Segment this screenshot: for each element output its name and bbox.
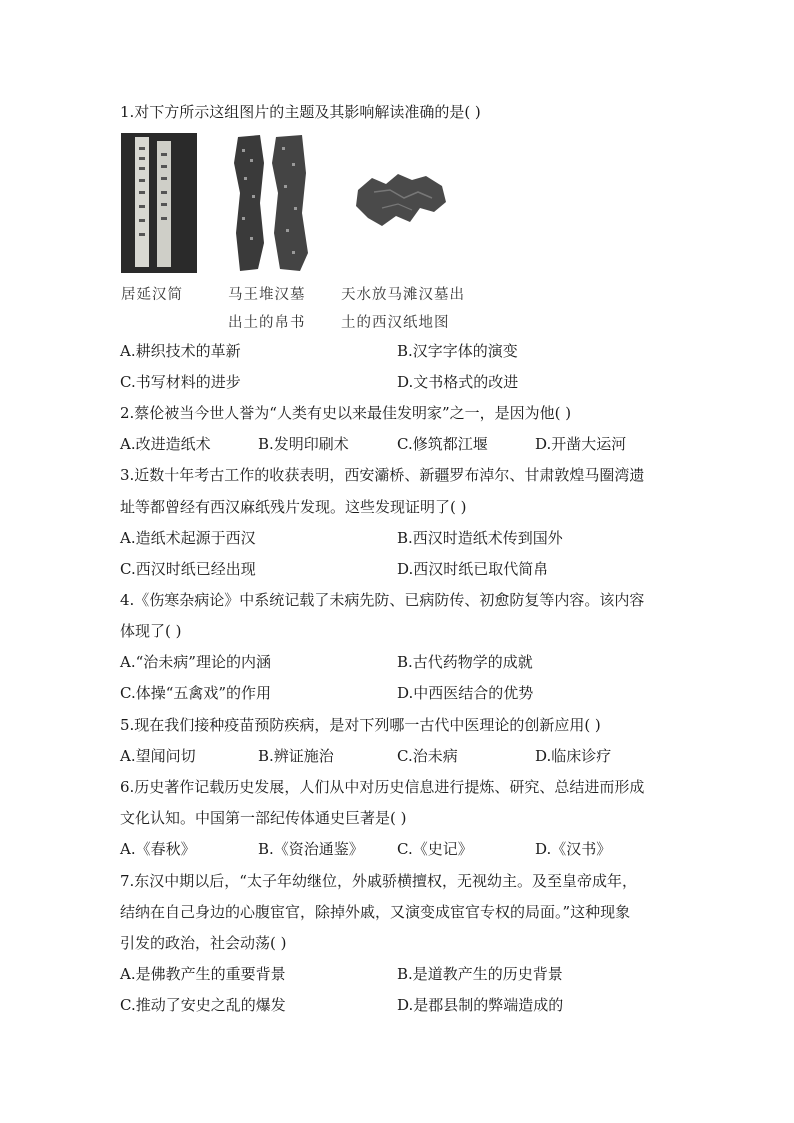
q2-option-d[interactable]: D.开凿大运河 <box>535 435 627 453</box>
q2-option-b[interactable]: B.发明印刷术 <box>258 435 349 453</box>
question-5-stem: 5.现在我们接种疫苗预防疾病，是对下列哪一古代中医理论的创新应用( ) <box>120 716 601 734</box>
q4-option-c[interactable]: C.体操“五禽戏”的作用 <box>120 684 272 702</box>
q1-option-b[interactable]: B.汉字字体的演变 <box>397 342 518 360</box>
question-4-stem-line1: 4.《伤寒杂病论》中系统记载了未病先防、已病防传、初愈防复等内容。该内容 <box>120 591 645 609</box>
question-7-stem-line3: 引发的政治，社会动荡( ) <box>120 934 287 952</box>
q3-option-c[interactable]: C.西汉时纸已经出现 <box>120 560 256 578</box>
q3-option-b[interactable]: B.西汉时造纸术传到国外 <box>397 529 563 547</box>
mawangdui-silk-manuscript-image <box>230 133 312 273</box>
q7-option-a[interactable]: A.是佛教产生的重要背景 <box>120 965 286 983</box>
q5-option-c[interactable]: C.治未病 <box>397 747 458 765</box>
question-3-stem-line2: 址等都曾经有西汉麻纸残片发现。这些发现证明了( ) <box>120 498 467 516</box>
figure-2-caption-line2: 出土的帛书 <box>228 315 306 331</box>
question-7-stem-line2: 结纳在自己身边的心腹宦官，除掉外戚，又演变成宦官专权的局面。”这种现象 <box>120 903 631 921</box>
q3-option-a[interactable]: A.造纸术起源于西汉 <box>120 529 256 547</box>
q5-option-a[interactable]: A.望闻问切 <box>120 747 196 765</box>
q2-option-c[interactable]: C.修筑都江堰 <box>397 435 488 453</box>
figure-3-caption-line2: 土的西汉纸地图 <box>341 315 450 331</box>
question-3-stem-line1: 3.近数十年考古工作的收获表明，西安灞桥、新疆罗布淖尔、甘肃敦煌马圈湾遗 <box>120 466 645 484</box>
q1-option-d[interactable]: D.文书格式的改进 <box>397 373 519 391</box>
q4-option-a[interactable]: A.“治未病”理论的内涵 <box>120 653 271 671</box>
figure-1-caption: 居延汉简 <box>121 287 183 303</box>
q2-option-a[interactable]: A.改进造纸术 <box>120 435 211 453</box>
q7-option-d[interactable]: D.是郡县制的弊端造成的 <box>397 996 564 1014</box>
q5-option-b[interactable]: B.辨证施治 <box>258 747 334 765</box>
q4-option-b[interactable]: B.古代药物学的成就 <box>397 653 533 671</box>
q7-option-c[interactable]: C.推动了安史之乱的爆发 <box>120 996 286 1014</box>
figure-2-caption-line1: 马王堆汉墓 <box>228 287 306 303</box>
fangmatan-paper-map-image <box>352 168 450 232</box>
q6-option-b[interactable]: B.《资治通鉴》 <box>258 840 364 858</box>
question-7-stem-line1: 7.东汉中期以后，“太子年幼继位，外戚骄横擅权，无视幼主。及至皇帝成年， <box>120 872 637 890</box>
q4-option-d[interactable]: D.中西医结合的优势 <box>397 684 534 702</box>
q6-option-d[interactable]: D.《汉书》 <box>535 840 612 858</box>
question-1-stem: 1.对下方所示这组图片的主题及其影响解读准确的是( ) <box>120 103 481 121</box>
question-4-stem-line2: 体现了( ) <box>120 622 182 640</box>
q7-option-b[interactable]: B.是道教产生的历史背景 <box>397 965 563 983</box>
juyan-bamboo-slips-image <box>121 133 197 273</box>
question-6-stem-line1: 6.历史著作记载历史发展，人们从中对历史信息进行提炼、研究、总结进而形成 <box>120 778 645 796</box>
question-2-stem: 2.蔡伦被当今世人誉为“人类有史以来最佳发明家”之一，是因为他( ) <box>120 404 572 422</box>
figure-3-caption-line1: 天水放马滩汉墓出 <box>341 287 465 303</box>
q3-option-d[interactable]: D.西汉时纸已取代简帛 <box>397 560 549 578</box>
q1-option-a[interactable]: A.耕织技术的革新 <box>120 342 241 360</box>
q6-option-a[interactable]: A.《春秋》 <box>120 840 196 858</box>
q1-option-c[interactable]: C.书写材料的进步 <box>120 373 241 391</box>
q5-option-d[interactable]: D.临床诊疗 <box>535 747 612 765</box>
question-6-stem-line2: 文化认知。中国第一部纪传体通史巨著是( ) <box>120 809 407 827</box>
q6-option-c[interactable]: C.《史记》 <box>397 840 473 858</box>
